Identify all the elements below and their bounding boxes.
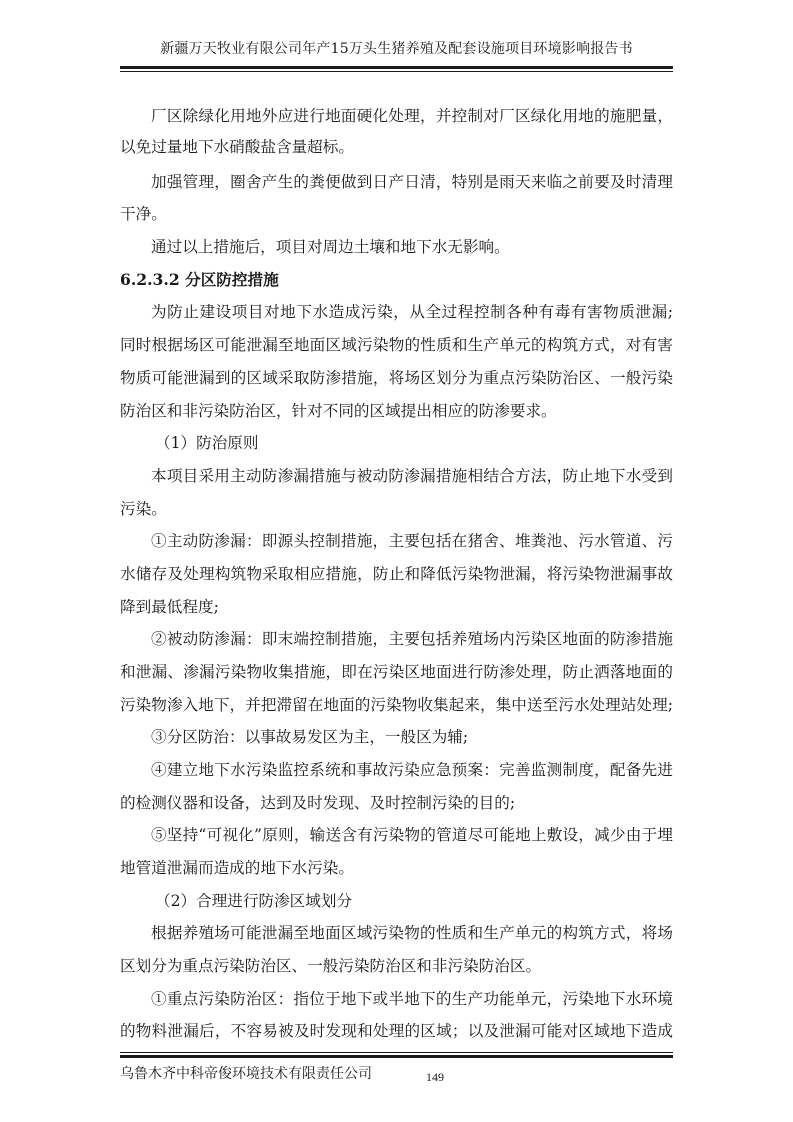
paragraph-line: 干净。 <box>120 205 167 223</box>
paragraph-line: 的检测仪器和设备，达到及时发现、及时控制污染的目的; <box>120 794 516 812</box>
paragraph-line: 污染。 <box>120 500 167 518</box>
header-rule <box>120 66 673 69</box>
paragraph-line: 根据养殖场可能泄漏至地面区域污染物的性质和生产单元的构筑方式，将场 <box>151 924 673 942</box>
section-heading: 6.2.3.2 分区防控措施 <box>120 270 279 289</box>
paragraph-line: 水储存及处理构筑物采取相应措施，防止和降低污染物泄漏，将污染物泄漏事故 <box>120 565 673 583</box>
subsection-heading: （1）防治原则 <box>155 434 259 452</box>
paragraph-line: 区划分为重点污染防治区、一般污染防治区和非污染防治区。 <box>120 957 542 975</box>
paragraph-line: 为防止建设项目对地下水造成污染，从全过程控制各种有毒有害物质泄漏; <box>151 303 673 321</box>
paragraph-line: 防治区和非污染防治区，针对不同的区域提出相应的防渗要求。 <box>120 402 557 420</box>
paragraph-line: 通过以上措施后，项目对周边土壤和地下水无影响。 <box>151 238 510 256</box>
paragraph-line: 降到最低程度; <box>120 598 219 616</box>
paragraph-line: 地管道泄漏而造成的地下水污染。 <box>120 859 354 877</box>
header-rule-thin <box>120 71 673 72</box>
paragraph-line: 污染物渗入地下，并把滞留在地面的污染物收集起来，集中送至污水处理站处理; <box>120 696 673 714</box>
paragraph-line: 以免过量地下水硝酸盐含量超标。 <box>120 138 354 156</box>
footer-company-name: 乌鲁木齐中科帝俊环境技术有限责任公司 <box>120 1066 372 1082</box>
paragraph-line: 的物料泄漏后，不容易被及时发现和处理的区域；以及泄漏可能对区域地下造成 <box>120 1022 673 1040</box>
paragraph-line: ⑤坚持“可视化”原则，输送含有污染物的管道尽可能地上敷设，减少由于埋 <box>151 826 673 844</box>
subsection-heading: （2）合理进行防渗区域划分 <box>155 892 353 910</box>
paragraph-line: ③分区防治：以事故易发区为主，一般区为辅; <box>151 728 469 746</box>
paragraph-line: 厂区除绿化用地外应进行地面硬化处理，并控制对厂区绿化用地的施肥量， <box>151 107 673 125</box>
page-number: 149 <box>426 1070 444 1084</box>
paragraph-line: 本项目采用主动防渗漏措施与被动防渗漏措施相结合方法，防止地下水受到 <box>151 467 673 485</box>
paragraph-line: ④建立地下水污染监控系统和事故污染应急预案：完善监测制度，配备先进 <box>151 761 673 779</box>
footer-rule <box>120 1055 673 1058</box>
paragraph-line: 同时根据场区可能泄漏至地面区域污染物的性质和生产单元的构筑方式，对有害 <box>120 336 673 354</box>
document-header-title: 新疆万天牧业有限公司年产15万头生猪养殖及配套设施项目环境影响报告书 <box>160 41 633 57</box>
paragraph-line: 加强管理，圈舍产生的粪便做到日产日清，特别是雨天来临之前要及时清理 <box>151 173 673 191</box>
paragraph-line: 物质可能泄漏到的区域采取防渗措施，将场区划分为重点污染防治区、一般污染 <box>120 369 673 387</box>
paragraph-line: ②被动防渗漏：即末端控制措施，主要包括养殖场内污染区地面的防渗措施 <box>151 630 673 648</box>
paragraph-line: ①主动防渗漏：即源头控制措施，主要包括在猪舍、堆粪池、污水管道、污 <box>151 532 673 550</box>
paragraph-line: 和泄漏、渗漏污染物收集措施，即在污染区地面进行防渗处理，防止洒落地面的 <box>120 663 673 681</box>
paragraph-line: ①重点污染防治区：指位于地下或半地下的生产功能单元，污染地下水环境 <box>151 990 673 1008</box>
footer-rule-thin <box>120 1052 673 1053</box>
